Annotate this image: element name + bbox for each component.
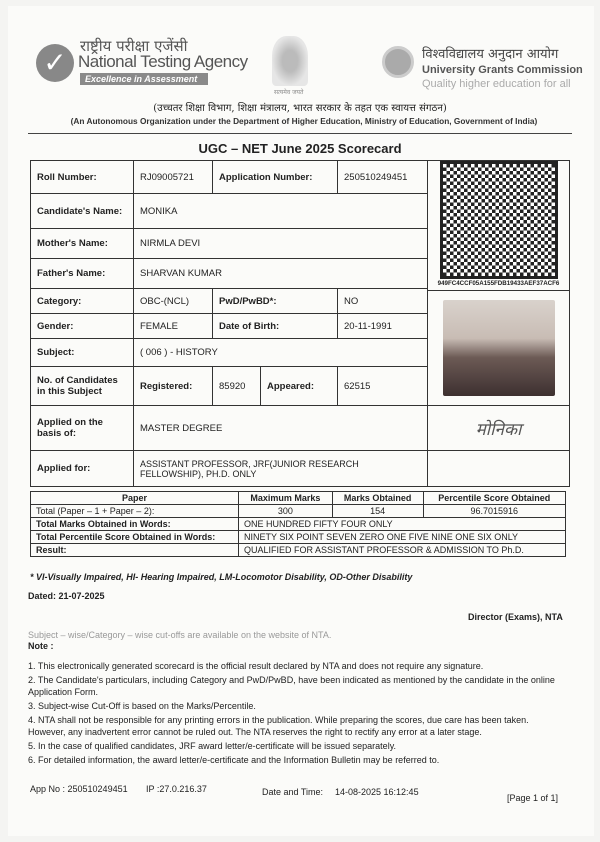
page-title: UGC – NET June 2025 Scorecard [198,141,402,156]
nta-hindi-name: राष्ट्रीय परीक्षा एजेंसी [80,37,188,55]
dated: Dated: 21-07-2025 [28,591,105,601]
emblem-motto: सत्यमेव जयते [274,89,304,96]
footer-datetime: 14-08-2025 16:12:45 [335,787,419,797]
percentile-words-label: Total Percentile Score Obtained in Words: [31,531,239,544]
footer-app-no: App No : 250510249451 [30,784,128,794]
category-value: OBC-(NCL) [133,288,213,314]
director-signatory: Director (Exams), NTA [468,612,563,622]
qr-code-text: 949FC4CCF05A155FDB19433AEF37ACF6 [437,280,560,287]
marks-obtained-value: 154 [332,505,423,518]
cutoff-info: Subject – wise/Category – wise cut-offs are available on the website of NTA. [28,630,332,640]
applied-label: Applied for: [30,450,134,487]
total-label: Total (Paper – 1 + Paper – 2): [31,505,239,518]
subtitle-english: (An Autonomous Organization under the Department of Higher Education, Ministry of Education, Government of India) [70,116,538,126]
applied-value: ASSISTANT PROFESSOR, JRF(JUNIOR RESEARCH FELLOWSHIP), PH.D. ONLY [133,450,428,487]
subject-value: ( 006 ) - HISTORY [133,338,428,367]
subject-label: Subject: [30,338,134,367]
dob-label: Date of Birth: [212,313,338,339]
note-label: Note : [28,641,54,651]
paper-header: Paper [31,492,239,505]
mother-value: NIRMLA DEVI [133,228,428,259]
dob-value: 20-11-1991 [337,313,428,339]
footer-datetime-label: Date and Time: [262,787,324,797]
disability-footnote: * VI-Visually Impaired, HI- Hearing Impaired, LM-Locomotor Disability, OD-Other Disability [30,572,413,582]
mother-label: Mother's Name: [30,228,134,259]
roll-label: Roll Number: [30,160,134,194]
percentile-header: Percentile Score Obtained [423,492,565,505]
app-value: 250510249451 [337,160,428,194]
appeared-label: Appeared: [260,366,338,406]
candidates-count-label: No. of Candidates in this Subject [30,366,134,406]
ugc-hindi-name: विश्वविद्यालय अनुदान आयोग [422,47,559,62]
ugc-tagline: Quality higher education for all [422,78,571,90]
marks-words-value: ONE HUNDRED FIFTY FOUR ONLY [239,518,566,531]
qr-code-icon [443,164,555,276]
father-label: Father's Name: [30,258,134,289]
divider [28,133,572,134]
name-label: Candidate's Name: [30,193,134,229]
candidate-signature: मोनिका [427,405,570,451]
basis-value: MASTER DEGREE [133,405,428,451]
percentile-words-value: NINETY SIX POINT SEVEN ZERO ONE FIVE NINE ONE SIX ONLY [239,531,566,544]
note-item: 2. The Candidate's particulars, including Category and PwD/PwBD, have been indicated as mentioned by the candidate in the online Application Form. [28,675,555,697]
ugc-name: University Grants Commission [422,64,583,76]
blank-cell [427,450,570,487]
page-number: [Page 1 of 1] [507,793,559,803]
registered-label: Registered: [133,366,213,406]
registered-value: 85920 [212,366,261,406]
note-item: 3. Subject-wise Cut-Off is based on the Marks/Percentile. [28,701,256,711]
nta-name: National Testing Agency [78,52,248,71]
pwd-label: PwD/PwBD*: [212,288,338,314]
photo-cell [427,290,570,406]
app-label: Application Number: [212,160,338,194]
gender-value: FEMALE [133,313,213,339]
national-emblem-icon [272,36,308,86]
scores-table [30,491,566,557]
max-marks-header: Maximum Marks [239,492,333,505]
note-item: 5. In the case of qualified candidates, JRF award letter/e-certificate will be issued separately. [28,741,397,751]
name-value: MONIKA [133,193,428,229]
percentile-value: 96.7015916 [423,505,565,518]
pwd-value: NO [337,288,428,314]
roll-value: RJ09005721 [133,160,213,194]
gender-label: Gender: [30,313,134,339]
marks-words-label: Total Marks Obtained in Words: [31,518,239,531]
basis-label: Applied on the basis of: [30,405,134,451]
note-item: 1. This electronically generated scorecard is the official result declared by NTA and does not require any signature. [28,661,484,671]
nta-tagline: Excellence in Assessment [80,73,208,85]
nta-logo-icon: ✓ [36,44,74,82]
marks-obtained-header: Marks Obtained [332,492,423,505]
result-value: QUALIFIED FOR ASSISTANT PROFESSOR & ADMISSION TO Ph.D. [239,544,566,557]
candidate-photo [443,300,555,396]
max-marks-value: 300 [239,505,333,518]
footer-ip: IP :27.0.216.37 [146,784,207,794]
qr-code-cell [427,160,570,291]
result-label: Result: [31,544,239,557]
subtitle-hindi: (उच्चतर शिक्षा विभाग, शिक्षा मंत्रालय, भारत सरकार के तहत एक स्वायत्त संगठन) [153,103,447,114]
notes-list [28,660,568,766]
father-value: SHARVAN KUMAR [133,258,428,289]
category-label: Category: [30,288,134,314]
ugc-logo-icon [382,46,414,78]
appeared-value: 62515 [337,366,428,406]
note-item: 4. NTA shall not be responsible for any printing errors in the publication. While preparing the scores, due care has been taken. However, any inadvertent error cannot be ruled out. The NTA reserves the right to rectify any error at a later stage. [28,715,529,737]
note-item: 6. For detailed information, the award letter/e-certificate and the Information Bulletin may be referred to. [28,755,440,765]
